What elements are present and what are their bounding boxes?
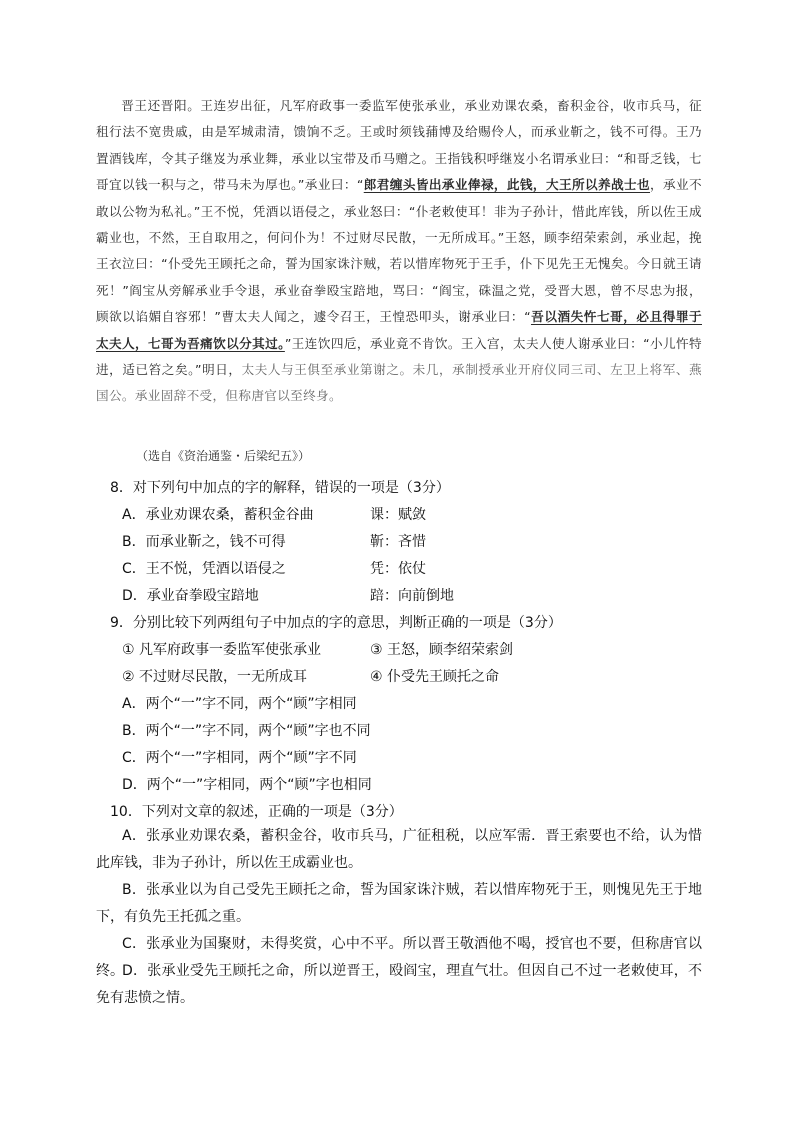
passage-text: ”王连饮四卮，承业竟不肯饮。王入宫，太夫人使人谢承业曰：“小儿忤特进，适已笞之矣。”明日，	[96, 335, 702, 378]
q9-sentence-3: ③ 王怒，顾李绍荣索剑	[370, 642, 514, 658]
q9-stem: 9．分别比较下列两组句子中加点的字的意思，判断正确的一项是（3分）	[110, 615, 562, 631]
q9-option-c: C．两个“一”字相同，两个“顾”字不同	[122, 750, 357, 766]
q8-option-d: D．承业奋拳殴宝踣地	[122, 588, 259, 604]
passage-source: （选自《资治通鉴・后梁纪五》）	[136, 449, 311, 463]
q9-option-d: D．两个“一”字相同，两个“顾”字也相同	[122, 777, 372, 793]
q8-option-d-gloss: 踣：向前倒地	[370, 588, 454, 604]
passage-text: ，承业不敢以公物为私礼。”王不悦，凭酒以语侵之，承业怒曰：“仆老敕使耳！非为子孙计，惜此库钱，所以佐王成霸业也，不然，王自取用之，何问仆为！不过财尽民散，一无所成耳。”王怒，顾李绍荣索剑，承业起，挽王衣泣曰：“仆受先王顾托之命，誓为国家诛汴贼，若以惜库物死于王手，仆下见先王无愧矣。今日就王请死！”阎宝从旁解承业手令退，承业奋拳殴宝踣地，骂曰：“阎宝，硃温之党，受晋大恩，曾不尽忠为报，顾欲以谄媚自容邪！”曹太夫人闻之，遽令召王，王惶恐叩头，谢承业曰：“	[96, 177, 703, 325]
underlined-sentence-2: 吾以酒失忤七哥，必且得罪于太夫人，七哥为吾痛饮以分其过。	[96, 309, 702, 351]
passage-text: 晋王还晋阳。王连岁出征，凡军府政事一委监军使张承业，承业劝课农桑，畜积金谷，收市兵马，征租行法不宽贵戚，由是军城肃清，馈饷不乏。王或时须钱蒱博及给赐伶人，而承业靳之，钱不可得。王乃置酒钱库，令其子继岌为承业舞，承业以宝带及币马赠之。王指钱积呼继岌小名谓承业曰：“和哥乏钱，七哥宜以钱一积与之，带马未为厚也。”承业曰：“	[96, 98, 702, 193]
q8-option-c-gloss: 凭：依仗	[370, 561, 426, 577]
q10-option-a: A．张承业劝课农桑，蓄积金谷，收市兵马，广征租税，以应军需．晋王索要也不给，认为惜此库钱，非为子孙计，所以佐王成霸业也。	[96, 828, 702, 871]
q9-sentence-2: ② 不过财尽民散，一无所成耳	[122, 669, 308, 685]
q10-stem: 10．下列对文章的叙述，正确的一项是（3分）	[110, 804, 403, 820]
q10-option-b: B．张承业以为自己受先王顾托之命，誓为国家诛汴贼，若以惜库物死于王，则愧见先王于地下，有负先王托孤之重。	[96, 882, 702, 925]
q10-option-c: C．张承业为国聚财，未得奖赏，心中不平。所以晋王敬酒他不喝，授官也不要，但称唐官以终。	[96, 936, 702, 979]
q9-option-a: A．两个“一”字不同，两个“顾”字相同	[122, 696, 357, 712]
q8-option-b-gloss: 靳：吝惜	[370, 534, 426, 550]
q8-option-a: A．承业劝课农桑，蓄积金谷曲	[122, 507, 314, 523]
passage-paragraph	[96, 93, 702, 410]
underlined-sentence-1: 郎君缠头皆出承业俸禄，此钱，大王所以养战士也	[363, 177, 651, 193]
q8-stem: 8．对下列句中加点的字的解释，错误的一项是（3分）	[110, 480, 450, 496]
q8-option-b: B．而承业靳之，钱不可得	[122, 534, 286, 550]
q9-option-b: B．两个“一”字不同，两个“顾”字也不同	[122, 723, 371, 739]
classical-passage	[96, 93, 702, 410]
q8-option-c: C．王不悦，凭酒以语侵之	[122, 561, 286, 577]
q9-sentence-1: ① 凡军府政事一委监军使张承业	[122, 642, 322, 658]
q8-option-a-gloss: 课：赋敛	[370, 507, 426, 523]
q10-option-d: D．张承业受先王顾托之命，所以逆晋王，殴阎宝，理直气壮。但因自己不过一老敕使耳，不免有悲愤之情。	[96, 963, 702, 1006]
q9-sentence-4: ④ 仆受先王顾托之命	[370, 669, 500, 685]
passage-text-gray: 太夫人与王俱至承业第谢之。未几，承制授承业开府仪同三司、左卫上将军、燕国公。承业固辞不受，但称唐官以至终身。	[96, 362, 703, 404]
